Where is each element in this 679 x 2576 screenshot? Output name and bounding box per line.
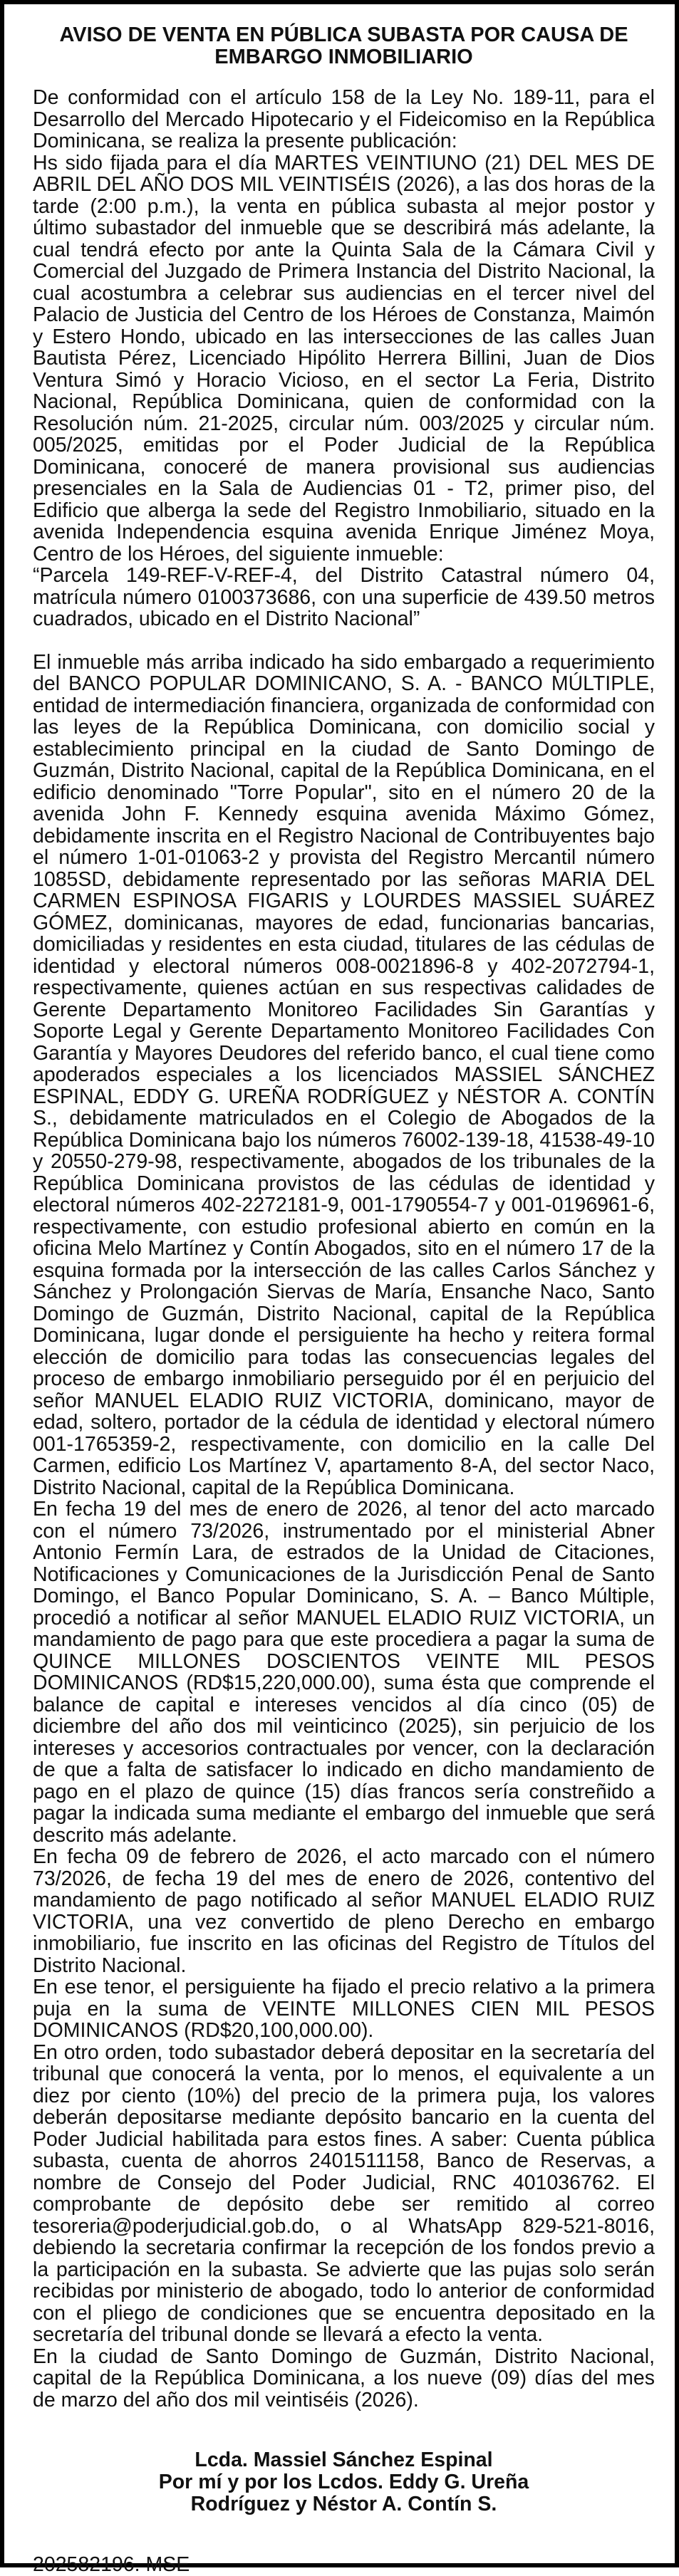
- notice-paragraph-deposit: En otro orden, todo subastador deberá depositar en la secretaría del tribunal que conocerá la venta, por lo menos, el equivalente a un diez por ciento (10%) del precio de la primera puja, los valores deberán depositarse mediante depósito bancario en la cuenta del Poder Judicial habilitada para estos fines. A saber: Cuenta pública subasta, cuenta de ahorros 2401511158, Banco de Reservas, a nombre de Consejo del Poder Judicial, RNC 401036762. El comprobante de depósito debe ser remitido al correo tesoreria@poderjudicial.gob.do, o al WhatsApp 829-521-8016, debiendo la secretaria confirmar la recepción de los fondos previo a la participación en la subasta. Se advierte que las pujas solo serán recibidas por ministerio de abogado, todo lo anterior de conformidad con el pliego de condiciones que se encuentra depositado en la secretaría del tribunal donde se llevará a efecto la venta.: [33, 2040, 655, 2346]
- signature-block: [33, 2449, 655, 2515]
- notice-paragraph-legal-basis: De conformidad con el artículo 158 de la Ley No. 189-11, para el Desarrollo del Mercado Hipotecario y el Fideicomiso en la República Dominicana, se realiza la presente publicación:: [33, 86, 655, 152]
- notice-title-line-2: EMBARGO INMOBILIARIO: [214, 46, 473, 68]
- notice-paragraph-payment-order: En fecha 19 del mes de enero de 2026, al tenor del acto marcado con el número 73/2026, instrumentado por el ministerial Abner Antonio Fermín Lara, de estrados de la Unidad de Citaciones, Notificaciones y Comunicaciones de la Jurisdicción Penal de Santo Domingo, el Banco Popular Dominicano, S. A. – Banco Múltiple, procedió a notificar al señor MANUEL ELADIO RUIZ VICTORIA, un mandamiento de pago para que este procediera a pagar la suma de QUINCE MILLONES DOSCIENTOS VEINTE MIL PESOS DOMINICANOS (RD$15,220,000.00), suma ésta que comprende el balance de capital e intereses vencidos al día cinco (05) de diciembre del año dos mil veinticinco (2025), sin perjuicio de los intereses y accesorios contractuales por vencer, con la declaración de que a falta de satisfacer lo indicado en dicho mandamiento de pago en el plazo de quince (15) días francos sería constreñido a pagar la indicada suma mediante el embargo del inmueble que será descrito más adelante.: [33, 1498, 655, 1847]
- paragraph-gap: [33, 630, 655, 652]
- signature-line-2: Por mí y por los Lcdos. Eddy G. Ureña: [158, 2471, 529, 2493]
- notice-content: [33, 24, 655, 2576]
- notice-paragraph-seizing-party: El inmueble más arriba indicado ha sido embargado a requerimiento del BANCO POPULAR DOMINICANO, S. A. - BANCO MÚLTIPLE, entidad de intermediación financiera, organizada de conformidad con las leyes de la República Dominicana, con domicilio social y establecimiento principal en la ciudad de Santo Domingo de Guzmán, Distrito Nacional, capital de la República Dominicana, en el edificio denominado "Torre Popular", sito en el número 20 de la avenida John F. Kennedy esquina avenida Máximo Gómez, debidamente inscrita en el Registro Nacional de Contribuyentes bajo el número 1-01-01063-2 y provista del Registro Mercantil número 1085SD, debidamente representado por las señoras MARIA DEL CARMEN ESPINOSA FIGARIS y LOURDES MASSIEL SUÁREZ GÓMEZ, dominicanas, mayores de edad, funcionarias bancarias, domiciliadas y residentes en esta ciudad, titulares de las cédulas de identidad y electoral números 008-0021896-8 y 402-2072794-1, respectivamente, quienes actúan en sus respectivas calidades de Gerente Departamento Monitoreo Facilidades Sin Garantías y Soporte Legal y Gerente Departamento Monitoreo Facilidades Con Garantía y Mayores Deudores del referido banco, el cual tiene como apoderados especiales a los licenciados MASSIEL SÁNCHEZ ESPINAL, EDDY G. UREÑA RODRÍGUEZ y NÉSTOR A. CONTÍN S., debidamente matriculados en el Colegio de Abogados de la República Dominicana bajo los números 76002-139-18, 41538-49-10 y 20550-279-98, respectivamente, abogados de los tribunales de la República Dominicana provistos de las cédulas de identidad y electoral números 402-2272181-9, 001-1790554-7 y 001-0196961-6, respectivamente, con estudio profesional abierto en común en la oficina Melo Martínez y Contín Abogados, sito en el número 17 de la esquina formada por la intersección de las calles Carlos Sánchez y Sánchez y Prolongación Siervas de María, Ensanche Naco, Santo Domingo de Guzmán, Distrito Nacional, capital de la República Dominicana, lugar donde el persiguiente ha hecho y reitera formal elección de domicilio para todas las consecuencias legales del proceso de embargo inmobiliario perseguido por él en perjuicio del señor MANUEL ELADIO RUIZ VICTORIA, dominicano, mayor de edad, soltero, portador de la cédula de identidad y electoral número 001-1765359-2, respectivamente, con domicilio en la calle Del Carmen, edificio Los Martínez V, apartamento 8-A, del sector Naco, Distrito Nacional, capital de la República Dominicana.: [33, 650, 655, 1499]
- notice-title: [33, 24, 655, 68]
- notice-paragraph-registration: En fecha 09 de febrero de 2026, el acto marcado con el número 73/2026, de fecha 19 del mes de enero de 2026, contentivo del mandamiento de pago notificado al señor MANUEL ELADIO RUIZ VICTORIA, una vez convertido de pleno Derecho en embargo inmobiliario, fue inscrito en las oficinas del Registro de Títulos del Distrito Nacional.: [33, 1845, 655, 1977]
- notice-paragraph-property: “Parcela 149-REF-V-REF-4, del Distrito Catastral número 04, matrícula número 0100373686, con una superficie de 439.50 metros cuadrados, ubicado en el Distrito Nacional”: [33, 564, 655, 630]
- notice-title-line-1: AVISO DE VENTA EN PÚBLICA SUBASTA POR CAUSA DE: [59, 24, 628, 46]
- notice-paragraph-first-bid: En ese tenor, el persiguiente ha fijado el precio relativo a la primera puja en la suma de VEINTE MILLONES CIEN MIL PESOS DOMINICANOS (RD$20,100,000.00).: [33, 1976, 655, 2042]
- notice-paragraph-closing: En la ciudad de Santo Domingo de Guzmán, Distrito Nacional, capital de la República Dominicana, a los nueve (09) días del mes de marzo del año dos mil veintiséis (2026).: [33, 2345, 655, 2411]
- reference-code: 202582196. MSE: [33, 2553, 190, 2576]
- notice-paragraph-auction-date: Hs sido fijada para el día MARTES VEINTIUNO (21) DEL MES DE ABRIL DEL AÑO DOS MIL VEINTISÉIS (2026), a las dos horas de la tarde (2:00 p.m.), la venta en pública subasta al mejor postor y último subastador del inmueble que se describirá más adelante, la cual tendrá efecto por ante la Quinta Sala de la Cámara Civil y Comercial del Juzgado de Primera Instancia del Distrito Nacional, la cual acostumbra a celebrar sus audiencias en el tercer nivel del Palacio de Justicia del Centro de los Héroes de Constanza, Maimón y Estero Hondo, ubicado en las intersecciones de las calles Juan Bautista Pérez, Licenciado Hipólito Herrera Billini, Juan de Dios Ventura Simó y Horacio Vicioso, en el sector La Feria, Distrito Nacional, República Dominicana, quien de conformidad con la Resolución núm. 21-2025, circular núm. 003/2025 y circular núm. 005/2025, emitidas por el Poder Judicial de la República Dominicana, conoceré de manera provisional sus audiencias presenciales en la Sala de Audiencias 01 - T2, primer piso, del Edificio que alberga la sede del Registro Inmobiliario, situado en la avenida Independencia esquina avenida Enrique Jiménez Moya, Centro de los Héroes, del siguiente inmueble:: [33, 151, 655, 565]
- signature-line-1: Lcda. Massiel Sánchez Espinal: [195, 2449, 493, 2471]
- signature-line-3: Rodríguez y Néstor A. Contín S.: [190, 2493, 497, 2515]
